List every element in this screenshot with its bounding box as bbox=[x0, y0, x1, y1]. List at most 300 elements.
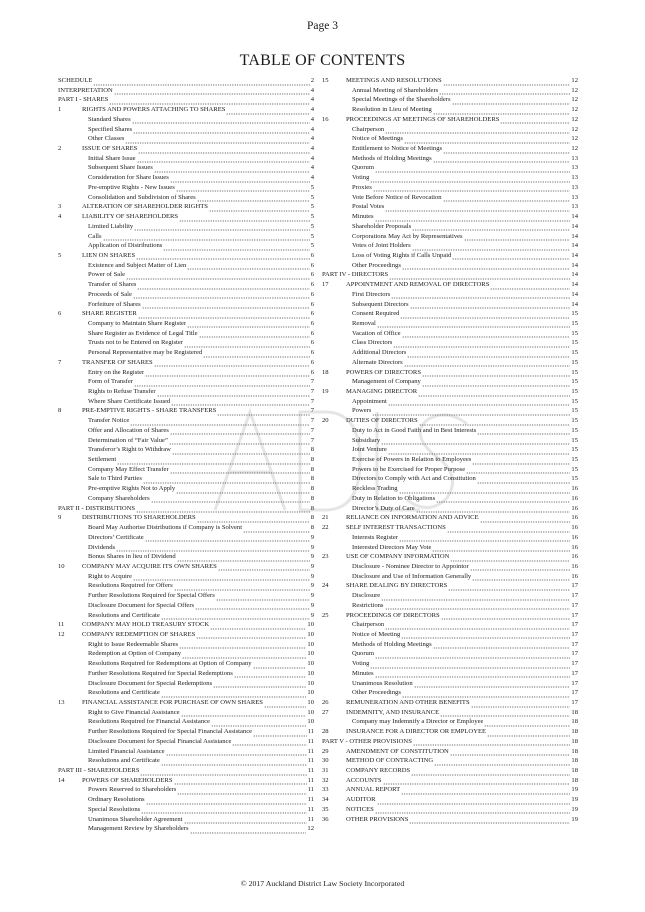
toc-entry-text: Sale to Third Parties bbox=[88, 475, 142, 483]
page-number: Page 3 bbox=[307, 20, 338, 32]
toc-section-number: 7 bbox=[58, 358, 62, 366]
toc-page-number: 10 bbox=[307, 650, 314, 658]
toc-subentry bbox=[58, 290, 314, 300]
toc-subentry bbox=[58, 708, 314, 718]
toc-page-number: 6 bbox=[310, 271, 314, 279]
dot-leader bbox=[500, 115, 570, 125]
toc-subentry bbox=[322, 183, 578, 193]
toc-entry-text: SHARE DEALING BY DIRECTORS bbox=[346, 582, 448, 590]
dot-leader bbox=[145, 533, 310, 543]
dot-leader bbox=[381, 591, 570, 601]
toc-page-number: 9 bbox=[310, 582, 314, 590]
dot-leader bbox=[163, 241, 309, 251]
toc-subentry bbox=[322, 86, 578, 96]
toc-subentry bbox=[58, 368, 314, 378]
toc-entry-text: Powers Reserved to Shareholders bbox=[88, 786, 177, 794]
toc-subentry bbox=[58, 270, 314, 280]
toc-section-number: 23 bbox=[322, 553, 329, 561]
toc-subentry bbox=[58, 805, 314, 815]
toc-subentry bbox=[322, 669, 578, 679]
dot-leader bbox=[179, 640, 306, 650]
toc-subentry bbox=[58, 319, 314, 329]
toc-section-entry bbox=[58, 144, 314, 154]
toc-entry-text: Disclosure Document for Special Offers bbox=[88, 601, 195, 609]
toc-page-number: 11 bbox=[307, 815, 314, 823]
dot-leader bbox=[116, 543, 310, 553]
toc-section-number: 14 bbox=[58, 776, 65, 784]
dot-leader bbox=[370, 173, 570, 183]
toc-entry-text: Transfer of Shares bbox=[88, 281, 137, 289]
toc-page-number: 14 bbox=[571, 232, 578, 240]
toc-page-number: 15 bbox=[571, 417, 578, 425]
toc-page-number: 7 bbox=[310, 407, 314, 415]
toc-entry-text: Entitlement to Notice of Meetings bbox=[352, 145, 443, 153]
toc-subentry bbox=[58, 300, 314, 310]
dot-leader bbox=[433, 640, 571, 650]
dot-leader bbox=[137, 154, 310, 164]
toc-subentry bbox=[58, 795, 314, 805]
dot-leader bbox=[174, 776, 307, 786]
toc-entry-text: First Directors bbox=[352, 290, 391, 298]
toc-subentry bbox=[58, 348, 314, 358]
toc-entry-text: APPOINTMENT AND REMOVAL OF DIRECTORS bbox=[346, 281, 490, 289]
dot-leader bbox=[114, 86, 310, 96]
toc-entry-text: Resolutions Required for Financial Assistance bbox=[88, 718, 210, 726]
toc-subentry bbox=[58, 387, 314, 397]
toc-part-heading bbox=[58, 766, 314, 776]
toc-entry-text: Vacation of Office bbox=[352, 329, 401, 337]
dot-leader bbox=[154, 163, 310, 173]
toc-page-number: 16 bbox=[571, 562, 578, 570]
toc-page-number: 14 bbox=[571, 281, 578, 289]
toc-section-entry bbox=[322, 795, 578, 805]
toc-entry-text: Minutes bbox=[352, 669, 374, 677]
toc-entry-text: Interests Register bbox=[352, 533, 398, 541]
toc-page-number: 17 bbox=[571, 611, 578, 619]
toc-entry-text: Right to Acquire bbox=[88, 572, 132, 580]
toc-page-number: 14 bbox=[571, 300, 578, 308]
toc-section-number: 33 bbox=[322, 786, 329, 794]
toc-page-number: 12 bbox=[571, 96, 578, 104]
toc-page-number: 4 bbox=[310, 106, 314, 114]
toc-section-number: 31 bbox=[322, 767, 329, 775]
toc-subentry bbox=[58, 640, 314, 650]
toc-subentry bbox=[58, 377, 314, 387]
toc-page-number: 12 bbox=[571, 145, 578, 153]
toc-entry-text: Transfer Notice bbox=[88, 417, 130, 425]
dot-leader bbox=[161, 688, 307, 698]
dot-leader bbox=[391, 290, 570, 300]
toc-subentry bbox=[58, 747, 314, 757]
toc-page-number: 6 bbox=[310, 251, 314, 259]
toc-page-number: 8 bbox=[310, 475, 314, 483]
toc-page-number: 5 bbox=[310, 222, 314, 230]
toc-page-number: 4 bbox=[310, 135, 314, 143]
toc-subentry bbox=[58, 649, 314, 659]
toc-page-number: 16 bbox=[571, 543, 578, 551]
toc-page-number: 11 bbox=[307, 747, 314, 755]
toc-section-number: 35 bbox=[322, 805, 329, 813]
toc-entry-text: Disclosure Document for Special Financial Assistance bbox=[88, 737, 232, 745]
toc-section-entry bbox=[58, 698, 314, 708]
dot-leader bbox=[375, 212, 571, 222]
toc-entry-text: Consent Required bbox=[352, 310, 400, 318]
toc-page-number: 13 bbox=[571, 193, 578, 201]
dot-leader bbox=[385, 202, 570, 212]
dot-leader bbox=[464, 232, 571, 242]
toc-entry-text: Entry on the Register bbox=[88, 368, 145, 376]
toc-subentry bbox=[322, 338, 578, 348]
dot-leader bbox=[203, 348, 309, 358]
toc-entry-text: Forfeiture of Shares bbox=[88, 300, 141, 308]
dot-leader bbox=[370, 659, 570, 669]
toc-page-number: 10 bbox=[307, 718, 314, 726]
toc-entry-text: RELIANCE ON INFORMATION AND ADVICE bbox=[346, 514, 479, 522]
toc-entry-text: Alternate Directors bbox=[352, 358, 403, 366]
dot-leader bbox=[157, 387, 310, 397]
toc-section-number: 26 bbox=[322, 699, 329, 706]
toc-subentry bbox=[58, 669, 314, 679]
dot-leader bbox=[146, 795, 307, 805]
dot-leader bbox=[138, 144, 309, 154]
toc-page-number: 10 bbox=[307, 621, 314, 629]
dot-leader bbox=[234, 669, 307, 679]
toc-entry-text: MANAGING DIRECTOR bbox=[346, 388, 418, 395]
toc-subentry bbox=[58, 163, 314, 173]
toc-entry-text: INDEMNITY, AND INSURANCE bbox=[346, 708, 440, 716]
toc-entry-text: LIABILITY OF SHAREHOLDERS bbox=[82, 213, 179, 221]
toc-section-number: 12 bbox=[58, 630, 65, 638]
toc-entry-text: SHARE REGISTER bbox=[82, 310, 137, 318]
toc-page-number: 5 bbox=[310, 242, 314, 250]
toc-entry-text: COMPANY REDEMPTION OF SHARES bbox=[82, 630, 196, 638]
toc-page-number: 4 bbox=[310, 125, 314, 133]
toc-page-number: 15 bbox=[571, 436, 578, 444]
toc-section-entry bbox=[58, 358, 314, 368]
dot-leader bbox=[187, 261, 309, 271]
toc-section-number: 8 bbox=[58, 407, 62, 415]
toc-entry-text: Powers bbox=[352, 407, 372, 415]
toc-section-entry bbox=[322, 76, 578, 86]
toc-page-number: 12 bbox=[571, 125, 578, 133]
toc-subentry bbox=[58, 280, 314, 290]
toc-page-number: 6 bbox=[310, 290, 314, 298]
toc-subentry bbox=[58, 717, 314, 727]
toc-page-number: 12 bbox=[571, 135, 578, 143]
toc-subentry bbox=[322, 290, 578, 300]
toc-entry-text: Proxies bbox=[352, 183, 372, 191]
toc-entry-text: TRANSFER OF SHARES bbox=[82, 358, 153, 366]
toc-entry-text: Resolutions and Certificate bbox=[88, 611, 160, 619]
dot-leader bbox=[385, 601, 571, 611]
toc-section-entry bbox=[322, 698, 578, 708]
dot-leader bbox=[145, 368, 309, 378]
toc-entry-text: Redemption at Option of Company bbox=[88, 650, 182, 658]
dot-leader bbox=[432, 543, 570, 553]
toc-entry-text: Subsidiary bbox=[352, 436, 381, 444]
toc-page-number: 16 bbox=[571, 504, 578, 512]
dot-leader bbox=[375, 805, 571, 815]
toc-entry-text: Consideration for Share Issues bbox=[88, 174, 169, 182]
toc-section-entry bbox=[322, 581, 578, 591]
toc-page-number: 16 bbox=[571, 514, 578, 522]
toc-entry-text: Further Resolutions Required for Special Redemptions bbox=[88, 669, 233, 677]
dot-leader bbox=[404, 358, 571, 368]
dot-leader bbox=[253, 727, 307, 737]
toc-entry-text: LIEN ON SHARES bbox=[82, 251, 136, 259]
toc-section-number: 5 bbox=[58, 251, 62, 259]
toc-section-entry bbox=[322, 387, 578, 397]
dot-leader bbox=[213, 679, 306, 689]
dot-leader bbox=[137, 280, 309, 290]
toc-page-number: 17 bbox=[571, 679, 578, 687]
adls-logo-watermark-icon bbox=[185, 400, 475, 520]
dot-leader bbox=[182, 649, 306, 659]
toc-page-number: 16 bbox=[571, 494, 578, 502]
toc-page-number: 10 bbox=[307, 679, 314, 687]
toc-page-number: 10 bbox=[307, 630, 314, 638]
toc-subentry bbox=[58, 572, 314, 582]
toc-entry-text: Pre-emptive Rights - New Issues bbox=[88, 183, 175, 191]
toc-subentry bbox=[58, 727, 314, 737]
toc-subentry bbox=[58, 134, 314, 144]
dot-leader bbox=[103, 232, 310, 242]
dot-leader bbox=[184, 815, 307, 825]
toc-page-number: 6 bbox=[310, 329, 314, 337]
toc-section-number: 29 bbox=[322, 747, 329, 755]
dot-leader bbox=[195, 601, 310, 611]
toc-page-number: 15 bbox=[571, 407, 578, 415]
dot-leader bbox=[410, 300, 571, 310]
toc-section-number: 24 bbox=[322, 582, 329, 590]
toc-entry-text: AUDITOR bbox=[346, 796, 376, 804]
toc-page-number: 4 bbox=[310, 96, 314, 104]
toc-entry-text: Form of Transfer bbox=[88, 378, 134, 386]
toc-section-number: 18 bbox=[322, 368, 329, 376]
toc-subentry bbox=[322, 659, 578, 669]
toc-entry-text: Powers to be Exercised for Proper Purpose bbox=[352, 465, 466, 473]
toc-page-number: 7 bbox=[310, 378, 314, 386]
toc-subentry bbox=[322, 125, 578, 135]
toc-entry-text: OTHER PROVISIONS bbox=[346, 815, 409, 823]
toc-page-number: 15 bbox=[571, 349, 578, 357]
dot-leader bbox=[377, 795, 571, 805]
toc-subentry bbox=[58, 824, 314, 834]
toc-entry-text: NOTICES bbox=[346, 805, 374, 813]
toc-entry-text: Duty in Relation to Obligations bbox=[352, 494, 436, 502]
toc-entry-text: Ordinary Resolutions bbox=[88, 796, 145, 804]
toc-entry-text: Methods of Holding Meetings bbox=[352, 154, 432, 162]
toc-section-number: 36 bbox=[322, 815, 329, 823]
toc-entry-text: PART V - OTHER PROVISIONS bbox=[322, 737, 412, 745]
toc-page-number: 10 bbox=[307, 660, 314, 668]
toc-entry-text: Proceeds of Sale bbox=[88, 290, 132, 298]
toc-subentry bbox=[322, 319, 578, 329]
toc-page-number: 18 bbox=[571, 757, 578, 765]
dot-leader bbox=[176, 183, 310, 193]
toc-page-number: 8 bbox=[310, 485, 314, 493]
toc-entry-text: PART III - SHAREHOLDERS bbox=[58, 767, 140, 775]
toc-section-number: 32 bbox=[322, 776, 329, 784]
toc-section-entry bbox=[322, 552, 578, 562]
toc-page-number: 11 bbox=[307, 737, 314, 745]
toc-page-number: 18 bbox=[571, 718, 578, 726]
toc-subentry bbox=[58, 193, 314, 203]
dot-leader bbox=[440, 708, 570, 718]
toc-entry-text: Resolutions Required for Redemptions at Option of Company bbox=[88, 660, 252, 668]
toc-page-number: 14 bbox=[571, 271, 578, 279]
toc-subentry bbox=[58, 543, 314, 553]
dot-leader bbox=[170, 173, 310, 183]
toc-section-entry bbox=[322, 708, 578, 718]
toc-entry-text: Quorum bbox=[352, 650, 374, 658]
toc-entry-text: Directors’ Certificate bbox=[88, 533, 144, 541]
toc-entry-text: Disclosure and Use of Information Generally bbox=[352, 572, 472, 580]
toc-page-number: 4 bbox=[310, 145, 314, 153]
toc-page-number: 6 bbox=[310, 281, 314, 289]
toc-entry-text: Company to Maintain Share Register bbox=[88, 319, 187, 327]
toc-entry-text: Shareholder Proposals bbox=[352, 222, 412, 230]
toc-page-number: 15 bbox=[571, 426, 578, 434]
toc-page-number: 7 bbox=[310, 388, 314, 395]
toc-page-number: 4 bbox=[310, 115, 314, 123]
toc-subentry bbox=[58, 115, 314, 125]
dot-leader bbox=[134, 377, 310, 387]
toc-page-number: 9 bbox=[310, 543, 314, 551]
toc-subentry bbox=[322, 202, 578, 212]
toc-page-number: 17 bbox=[571, 660, 578, 668]
toc-page-number: 15 bbox=[571, 358, 578, 366]
toc-page-number: 8 bbox=[310, 504, 314, 512]
dot-leader bbox=[434, 756, 570, 766]
toc-section-entry bbox=[322, 805, 578, 815]
toc-subentry bbox=[58, 183, 314, 193]
toc-section-number: 3 bbox=[58, 203, 62, 211]
toc-entry-text: Chairperson bbox=[352, 621, 385, 629]
toc-subentry bbox=[322, 377, 578, 387]
toc-subentry bbox=[322, 105, 578, 115]
toc-entry-text: Further Resolutions Required for Special Financial Assistance bbox=[88, 728, 253, 736]
toc-entry-text: PROCEEDINGS OF DIRECTORS bbox=[346, 611, 440, 619]
toc-subentry bbox=[58, 659, 314, 669]
toc-section-number: 9 bbox=[58, 514, 62, 522]
toc-page-number: 7 bbox=[310, 426, 314, 434]
dot-leader bbox=[477, 426, 570, 436]
toc-page-number: 13 bbox=[571, 154, 578, 162]
dot-leader bbox=[399, 533, 570, 543]
toc-page-number: 8 bbox=[310, 494, 314, 502]
toc-page-number: 6 bbox=[310, 339, 314, 347]
toc-subentry bbox=[58, 552, 314, 562]
toc-entry-text: Limited Liability bbox=[88, 222, 134, 230]
dot-leader bbox=[109, 95, 309, 105]
dot-leader bbox=[404, 134, 571, 144]
dot-leader bbox=[209, 202, 310, 212]
dot-leader bbox=[433, 105, 571, 115]
dot-leader bbox=[375, 163, 570, 173]
toc-page-number: 14 bbox=[571, 242, 578, 250]
toc-entry-text: AMENDMENT OF CONSTITUTION bbox=[346, 747, 449, 755]
dot-leader bbox=[414, 679, 571, 689]
toc-subentry bbox=[322, 163, 578, 173]
toc-page-number: 6 bbox=[310, 310, 314, 318]
toc-entry-text: Consolidation and Subdivision of Shares bbox=[88, 193, 196, 201]
toc-entry-text: PART I - SHARES bbox=[58, 96, 109, 104]
dot-leader bbox=[375, 649, 570, 659]
toc-section-number: 4 bbox=[58, 213, 62, 221]
toc-entry-text: Pre-emptive Rights Not to Apply bbox=[88, 485, 176, 493]
dot-leader bbox=[264, 698, 306, 708]
toc-page-number: 17 bbox=[571, 669, 578, 677]
dot-leader bbox=[154, 358, 310, 368]
dot-leader bbox=[450, 552, 570, 562]
dot-leader bbox=[196, 630, 306, 640]
toc-entry-text: Quorum bbox=[352, 164, 374, 172]
toc-entry-text: POWERS OF SHAREHOLDERS bbox=[82, 776, 173, 784]
toc-entry-text: Voting bbox=[352, 660, 370, 668]
toc-entry-text: Determination of “Fair Value” bbox=[88, 436, 168, 444]
toc-entry-text: Initial Share Issue bbox=[88, 154, 136, 162]
toc-page-number: 8 bbox=[310, 446, 314, 454]
dot-leader bbox=[413, 737, 571, 747]
dot-leader bbox=[138, 309, 310, 319]
toc-page-number: 5 bbox=[310, 203, 314, 211]
toc-entry-text: REMUNERATION AND OTHER BENEFITS bbox=[346, 699, 470, 706]
toc-page-number: 6 bbox=[310, 349, 314, 357]
dot-leader bbox=[443, 144, 570, 154]
toc-entry-text: Duty to Act in Good Faith and in Best Interests bbox=[352, 426, 477, 434]
toc-subentry bbox=[58, 737, 314, 747]
toc-subentry bbox=[322, 251, 578, 261]
toc-section-number: 16 bbox=[322, 115, 329, 123]
toc-subentry bbox=[322, 640, 578, 650]
toc-subentry bbox=[322, 533, 578, 543]
toc-page-number: 15 bbox=[571, 329, 578, 337]
toc-page-number: 16 bbox=[571, 485, 578, 493]
dot-leader bbox=[161, 756, 307, 766]
toc-page-number: 15 bbox=[571, 446, 578, 454]
toc-page-number: 16 bbox=[571, 524, 578, 532]
toc-entry-text: Existence and Subject Matter of Lien bbox=[88, 261, 187, 269]
toc-section-entry bbox=[58, 620, 314, 630]
toc-section-number: 34 bbox=[322, 796, 329, 804]
toc-subentry bbox=[58, 591, 314, 601]
toc-subentry bbox=[58, 173, 314, 183]
toc-entry-text: Subsequent Share Issues bbox=[88, 164, 153, 172]
toc-page-number: 11 bbox=[307, 757, 314, 765]
toc-entry-text: ISSUE OF SHARES bbox=[82, 145, 138, 153]
dot-leader bbox=[134, 222, 309, 232]
toc-page-number: 10 bbox=[307, 640, 314, 648]
toc-section-number: 11 bbox=[58, 621, 65, 629]
dot-leader bbox=[472, 572, 570, 582]
toc-subentry bbox=[58, 261, 314, 271]
toc-section-number: 1 bbox=[58, 106, 62, 114]
toc-subentry bbox=[322, 173, 578, 183]
toc-entry-text: Disclosure Document for Special Redemptions bbox=[88, 679, 213, 687]
toc-page-number: 8 bbox=[310, 456, 314, 464]
dot-leader bbox=[441, 611, 571, 621]
toc-subentry bbox=[322, 309, 578, 319]
toc-page-number: 11 bbox=[307, 776, 314, 784]
toc-page-number: 6 bbox=[310, 368, 314, 376]
dot-leader bbox=[480, 513, 571, 523]
toc-page-number: 17 bbox=[571, 640, 578, 648]
toc-subentry bbox=[322, 232, 578, 242]
toc-page-number: 19 bbox=[571, 815, 578, 823]
toc-entry-text: Company may Indemnify a Director or Employee bbox=[352, 718, 484, 726]
toc-page-number: 15 bbox=[571, 378, 578, 386]
